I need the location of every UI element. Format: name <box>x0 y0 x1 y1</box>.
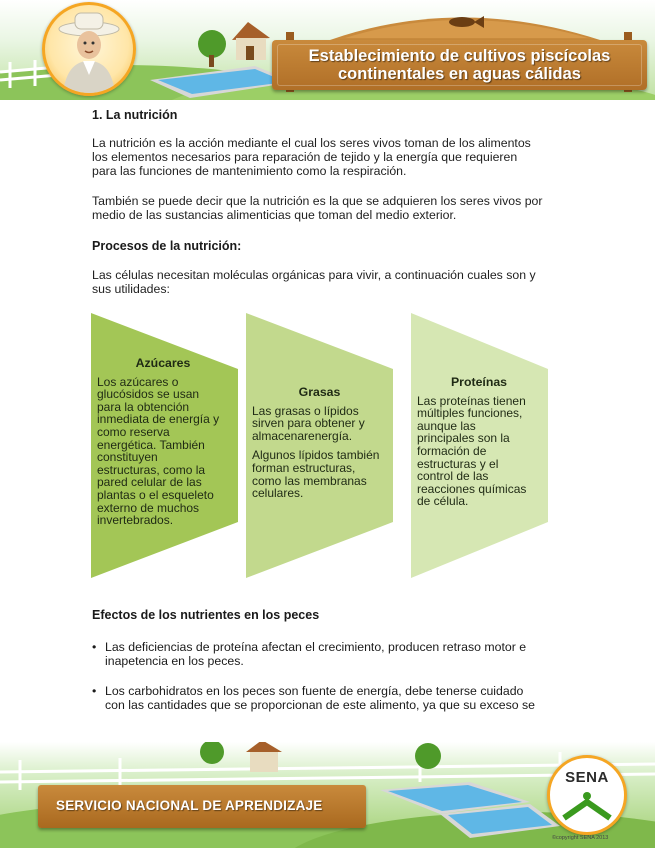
course-title-banner <box>272 40 647 90</box>
process-card-fats: Grasas Las grasas o lípidos sirven para obtener y almacenarenergía. Algunos lípidos también forman estructuras, como las membranas celulares. <box>246 313 393 578</box>
list-item: • Las deficiencias de proteína afectan el crecimiento, producen retraso motor e inapetencia en los peces. <box>92 640 527 668</box>
institution-banner <box>38 785 366 828</box>
section-heading-nutrition: 1. La nutrición <box>92 108 178 122</box>
bullet-icon: • <box>92 640 97 654</box>
paragraph-nutrition-definition: La nutrición es la acción mediante el cual los seres vivos toman de los alimentos los elementos necesarios para reparación de tejido y la energía que requieren para las funciones de mantenimiento como la respiración. <box>92 136 531 178</box>
paragraph-processes-intro: Las células necesitan moléculas orgánicas para vivir, a continuación cuales son y sus utilidades: <box>92 268 536 296</box>
card-title-sugars: Azúcares <box>135 356 191 370</box>
sena-emblem-icon <box>550 758 624 832</box>
sena-logo <box>547 755 627 835</box>
process-card-proteins: Proteínas Las proteínas tienen múltiples funciones, aunque las principales son la formación de estructuras y el control de las reacciones químicas de célula. <box>411 313 548 578</box>
course-title-line1: Establecimiento de cultivos piscícolas <box>308 47 611 65</box>
instructor-avatar <box>42 2 136 96</box>
paragraph-nutrition-alt: También se puede decir que la nutrición es la que se adquieren los seres vivos por medio de las sustancias alimenticias que toman del medio exterior. <box>92 194 543 222</box>
page-footer <box>0 742 655 848</box>
logo-text: SENA <box>565 769 609 786</box>
institution-name: SERVICIO NACIONAL DE APRENDIZAJE <box>56 798 323 813</box>
section-heading-processes: Procesos de la nutrición: <box>92 239 242 253</box>
card-title-fats: Grasas <box>298 385 341 399</box>
bullet-icon: • <box>92 684 97 698</box>
process-card-sugars: Azúcares Los azúcares o glucósidos se usan para la obtención inmediata de energía y como reserva energética. También constituyen estructuras, como la pared celular de las plantas o el esqueleto externo de muchos invertebrados. <box>91 313 238 578</box>
list-item: • Los carbohidratos en los peces son fuente de energía, debe tenerse cuidado con las cantidades que se proporcionan de este alimento, ya que su exceso se <box>92 684 535 712</box>
card-title-proteins: Proteínas <box>450 375 508 389</box>
house-icon <box>232 22 270 60</box>
course-title-line2: continentales en aguas cálidas <box>337 65 581 83</box>
copyright-notice: ©copyright SENA 2013 <box>552 835 609 841</box>
house-icon <box>246 742 282 772</box>
page-header <box>0 0 655 100</box>
farmer-icon <box>45 5 133 93</box>
section-heading-effects: Efectos de los nutrientes en los peces <box>92 608 320 622</box>
